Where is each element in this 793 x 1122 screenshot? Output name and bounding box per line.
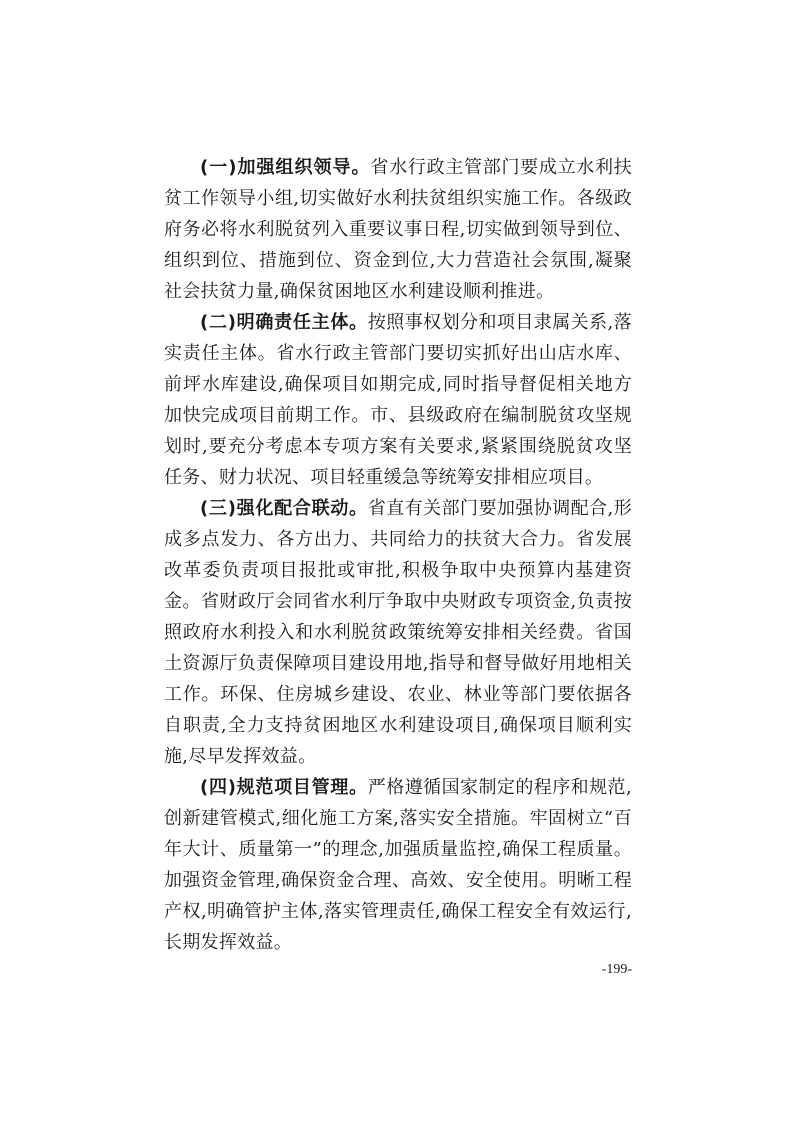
- paragraph-heading: (一)加强组织领导。: [200, 157, 371, 178]
- paragraph-heading: (四)规范项目管理。: [200, 777, 368, 798]
- paragraph-heading: (二)明确责任主体。: [200, 312, 368, 333]
- body-text: [164, 152, 632, 958]
- paragraph-project-management: [164, 772, 632, 958]
- paragraph-heading: (三)强化配合联动。: [200, 498, 368, 519]
- page-number: -199-: [601, 962, 632, 977]
- paragraph-body: 按照事权划分和项目隶属关系,落实责任主体。省水行政主管部门要切实抓好出山店水库、前坪水库建设,确保项目如期完成,同时指导督促相关地方加快完成项目前期工作。市、县级政府在编制脱贫攻坚规划时,要充分考虑本专项方案有关要求,紧紧围绕脱贫攻坚任务、财力状况、项目轻重缓急等统筹安排相应项目。: [164, 312, 632, 488]
- paragraph-body: 严格遵循国家制定的程序和规范,创新建管模式,细化施工方案,落实安全措施。牢固树立“百年大计、质量第一”的理念,加强质量监控,确保工程质量。加强资金管理,确保资金合理、高效、安全使用。明晰工程产权,明确管护主体,落实管理责任,确保工程安全有效运行,长期发挥效益。: [164, 777, 632, 953]
- paragraph-body: 省直有关部门要加强协调配合,形成多点发力、各方出力、共同给力的扶贫大合力。省发展改革委负责项目报批或审批,积极争取中央预算内基建资金。省财政厅会同省水利厅争取中央财政专项资金,负责按照政府水利投入和水利脱贫政策统筹安排相关经费。省国土资源厅负责保障项目建设用地,指导和督导做好用地相关工作。环保、住房城乡建设、农业、林业等部门要依据各自职责,全力支持贫困地区水利建设项目,确保项目顺利实施,尽早发挥效益。: [164, 498, 632, 767]
- paragraph-organization-leadership: [164, 152, 632, 307]
- paragraph-body: 省水行政主管部门要成立水利扶贫工作领导小组,切实做好水利扶贫组织实施工作。各级政府务必将水利脱贫列入重要议事日程,切实做到领导到位、组织到位、措施到位、资金到位,大力营造社会氛围,凝聚社会扶贫力量,确保贫困地区水利建设顺利推进。: [164, 157, 632, 302]
- paragraph-coordination: [164, 493, 632, 772]
- paragraph-responsibility: [164, 307, 632, 493]
